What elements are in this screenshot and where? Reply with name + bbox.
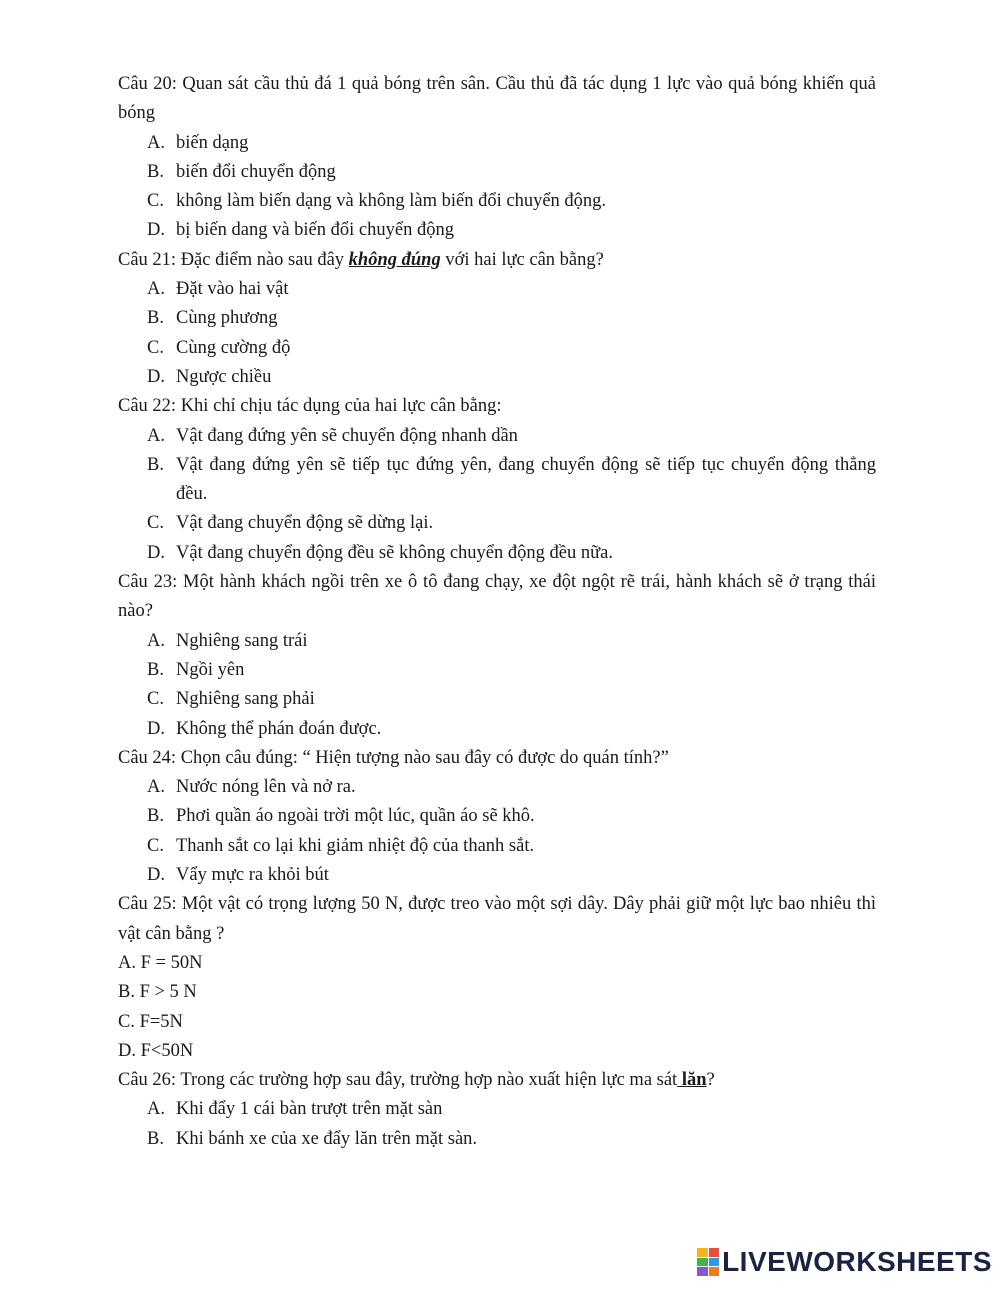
option-d[interactable]: D. Không thể phán đoán được. [147,718,382,739]
option-c[interactable]: C. F=5N [118,1011,183,1032]
worksheet-content [118,70,876,1154]
logo-tile [697,1267,708,1276]
logo-tile [709,1248,720,1257]
question-text: Câu 21: Đặc điểm nào sau đây không đúng với hai lực cân bằng? [118,249,604,270]
option-a[interactable]: A. Nước nóng lên và nở ra. [147,777,356,798]
option-d[interactable]: D. Vẩy mực ra khỏi bút [147,865,329,886]
question-20 [118,70,876,246]
option-d[interactable]: D. Vật đang chuyển động đều sẽ không chuyển động đều nữa. [147,542,613,563]
emphasis-text: không đúng [348,249,441,270]
question-text: Câu 25: Một vật có trọng lượng 50 N, được treo vào một sợi dây. Dây phải giữ một lực bao nhiêu thì vật cân bằng ? [118,894,876,944]
option-c[interactable]: C. không làm biến dạng và không làm biến đổi chuyển động. [147,191,607,212]
question-text: Câu 23: Một hành khách ngồi trên xe ô tô đang chạy, xe đột ngột rẽ trái, hành khách sẽ ở trạng thái nào? [118,572,876,622]
option-b[interactable]: B. Vật đang đứng yên sẽ tiếp tục đứng yên, đang chuyển động sẽ tiếp tục chuyển động thẳng đều. [147,454,876,505]
option-a[interactable]: A. biến dạng [147,132,249,153]
option-a[interactable]: A. Đặt vào hai vật [147,279,289,300]
option-d[interactable]: D. F<50N [118,1040,194,1061]
question-25 [118,890,876,1066]
option-c[interactable]: C. Thanh sắt co lại khi giảm nhiệt độ của thanh sắt. [147,835,535,856]
option-b[interactable]: B. F > 5 N [118,982,197,1003]
emphasis-text: lăn [677,1070,707,1091]
option-a[interactable]: A. Vật đang đứng yên sẽ chuyển động nhanh dần [147,425,518,446]
question-24 [118,744,876,890]
option-b[interactable]: B. Cùng phương [147,308,278,329]
option-c[interactable]: C. Vật đang chuyển động sẽ dừng lại. [147,513,434,534]
option-a[interactable]: A. Nghiêng sang trái [147,630,308,651]
option-c[interactable]: C. Nghiêng sang phải [147,689,315,710]
question-21 [118,246,876,392]
logo-text: LIVEWORKSHEETS [722,1246,992,1277]
logo-tile [697,1248,708,1257]
logo-tile [697,1258,708,1267]
logo-tile [709,1258,720,1267]
liveworksheets-logo [697,1247,992,1277]
option-b[interactable]: B. Khi bánh xe của xe đẩy lăn trên mặt sàn. [147,1128,478,1149]
liveworksheets-logo-icon [697,1248,719,1276]
option-b[interactable]: B. Phơi quần áo ngoài trời một lúc, quần áo sẽ khô. [147,806,535,827]
question-text: Câu 24: Chọn câu đúng: “ Hiện tượng nào sau đây có được do quán tính?” [118,747,669,768]
option-b[interactable]: B. biến đổi chuyển động [147,161,336,182]
question-text: Câu 20: Quan sát cầu thủ đá 1 quả bóng trên sân. Cầu thủ đã tác dụng 1 lực vào quả bóng khiến quả bóng [118,74,876,124]
question-22 [118,392,876,568]
question-23 [118,568,876,744]
logo-tile [709,1267,720,1276]
option-c[interactable]: C. Cùng cường độ [147,337,291,358]
question-text: Câu 26: Trong các trường hợp sau đây, trường hợp nào xuất hiện lực ma sát lăn? [118,1070,715,1091]
option-a[interactable]: A. Khi đẩy 1 cái bàn trượt trên mặt sàn [147,1099,443,1120]
option-d[interactable]: D. Ngược chiều [147,366,272,387]
option-b[interactable]: B. Ngồi yên [147,659,245,680]
question-text: Câu 22: Khi chỉ chịu tác dụng của hai lực cân bằng: [118,396,502,417]
option-a[interactable]: A. F = 50N [118,952,203,973]
option-d[interactable]: D. bị biến dang và biến đổi chuyển động [147,220,454,241]
question-26 [118,1066,876,1154]
